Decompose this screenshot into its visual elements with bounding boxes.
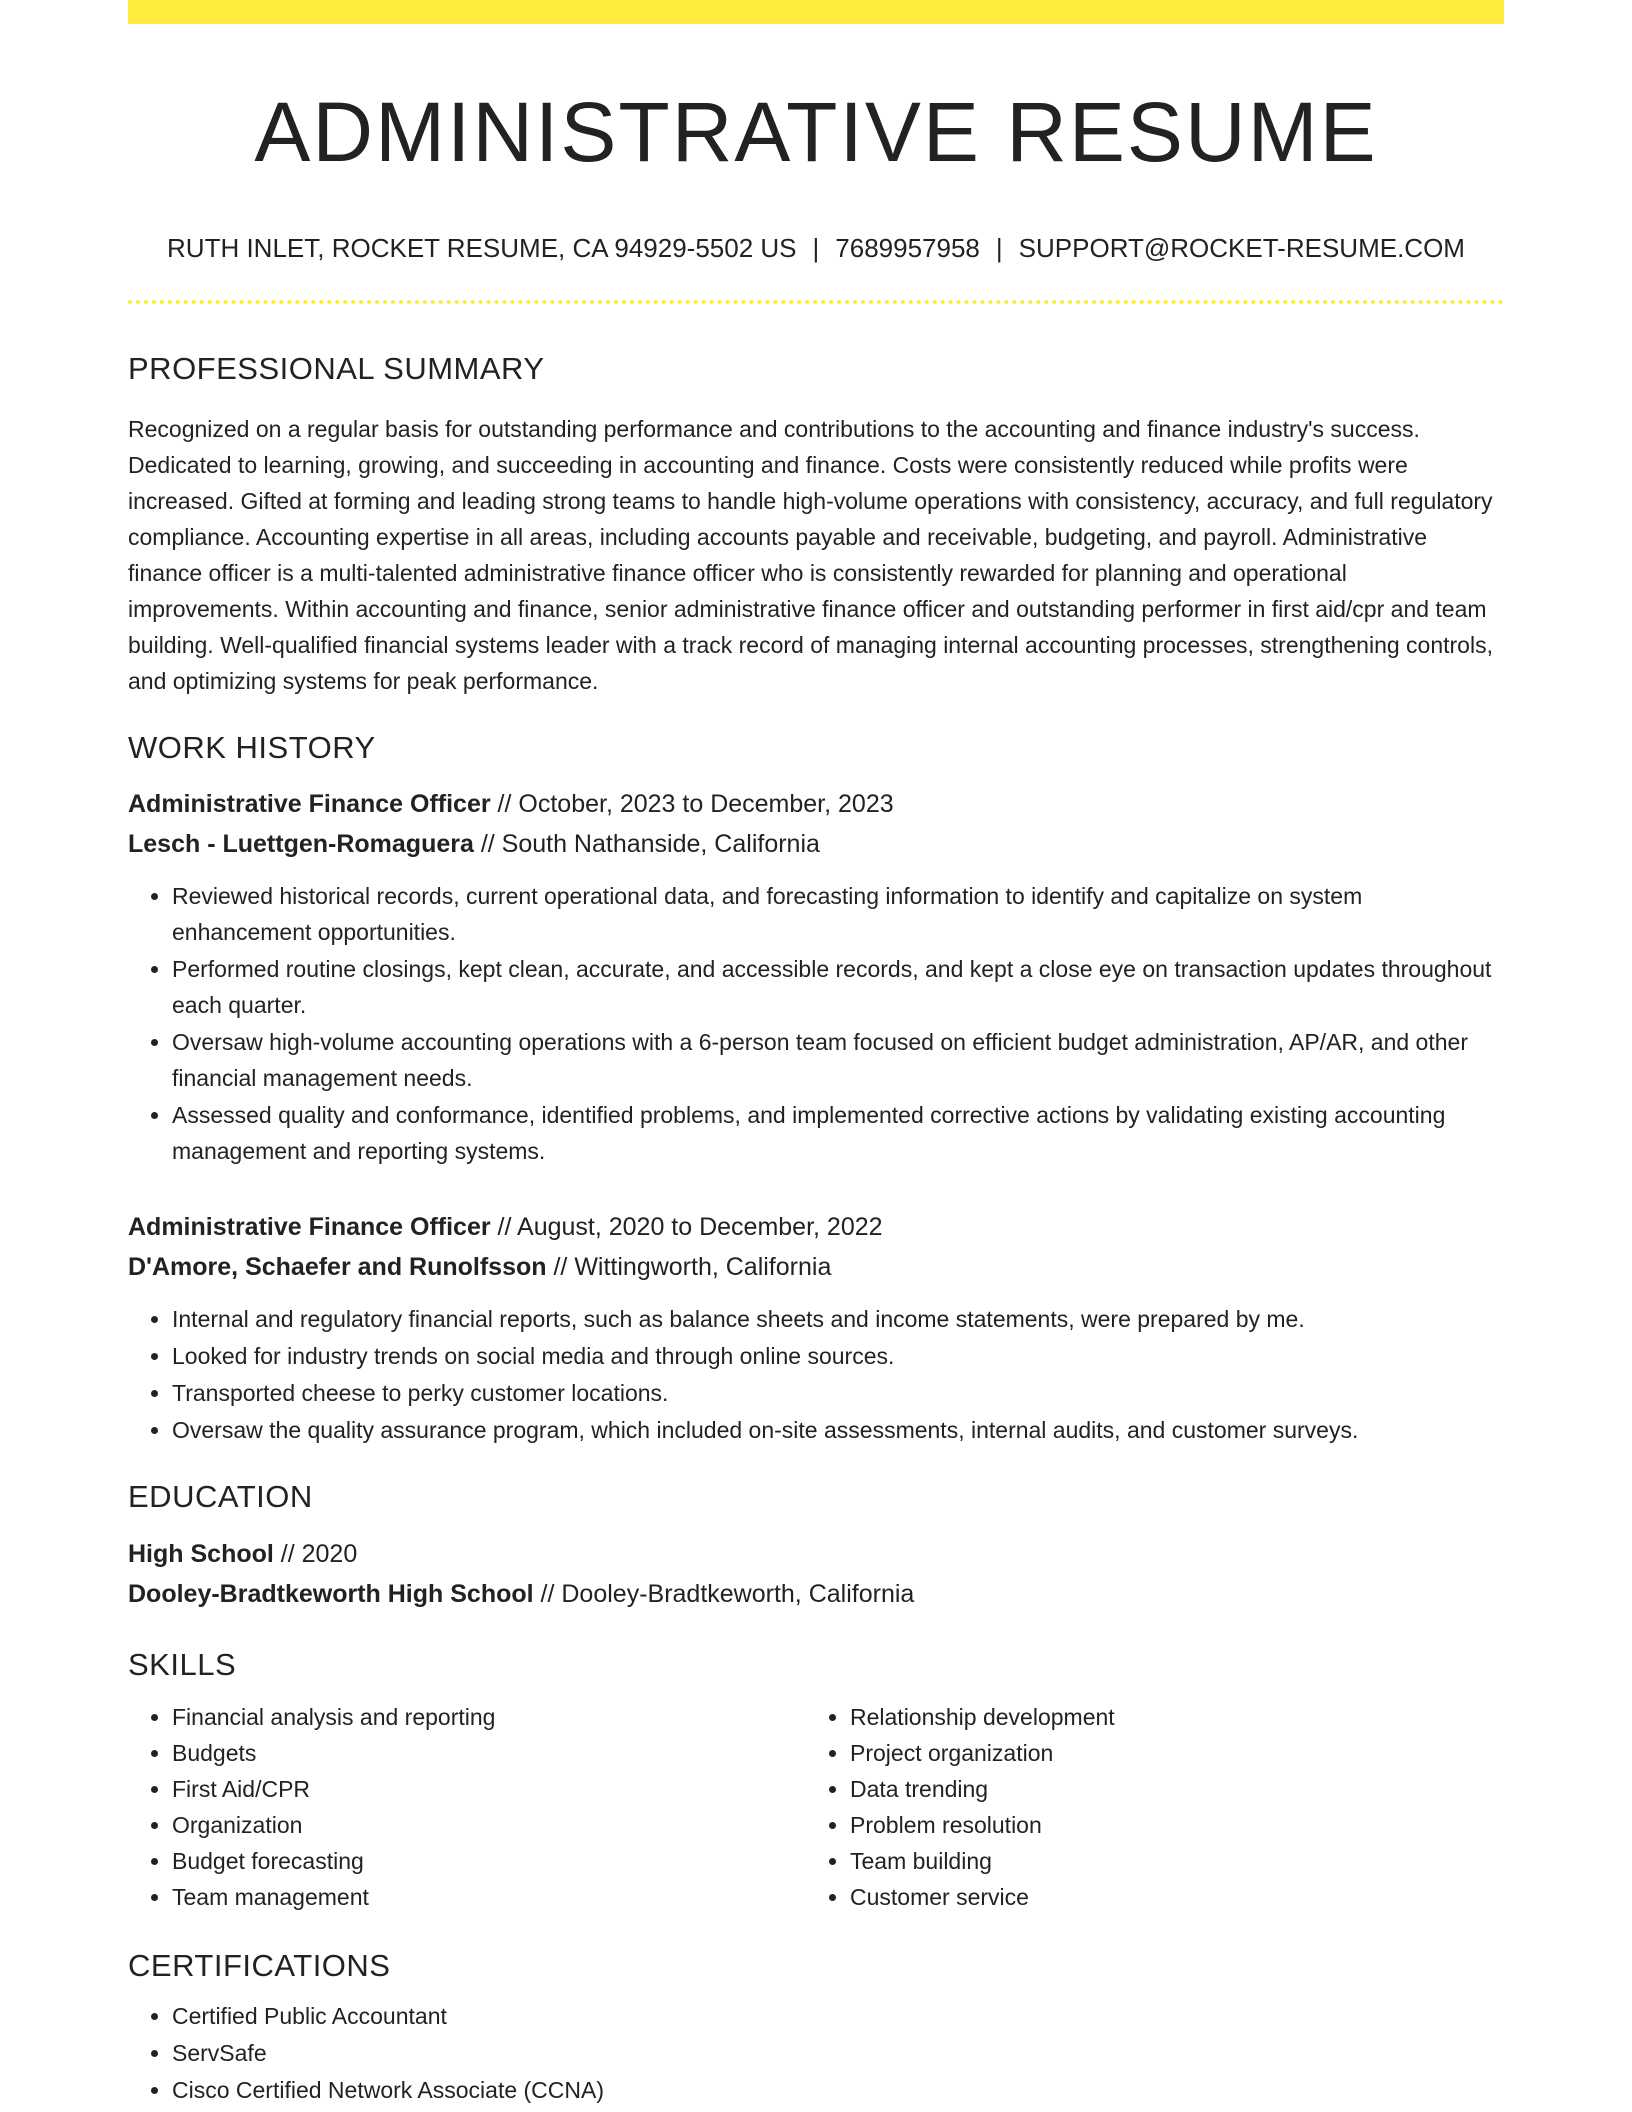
job-bullets	[128, 878, 1504, 1169]
job-bullet: • Oversaw the quality assurance program, which included on-site assessments, internal audits, and customer surveys.	[172, 1412, 1504, 1448]
education-location: // Dooley-Bradtkeworth, California	[533, 1579, 915, 1608]
work-history-heading: WORK HISTORY	[128, 730, 376, 766]
job-location: // Wittingworth, California	[546, 1253, 832, 1282]
header-divider	[128, 300, 1504, 304]
job-bullets	[128, 1301, 1504, 1448]
job-title: Administrative Finance Officer	[128, 790, 491, 819]
job-title-line	[128, 1207, 1504, 1247]
job-dates: // August, 2020 to December, 2022	[490, 1213, 883, 1242]
skill-item: • First Aid/CPR	[172, 1771, 806, 1807]
skills-column-left	[128, 1699, 806, 1915]
job-bullet: • Performed routine closings, kept clean, accurate, and accessible records, and kept a close eye on transaction updates throughout each quarter.	[172, 951, 1504, 1023]
skill-item: • Project organization	[850, 1735, 1484, 1771]
job-dates: // October, 2023 to December, 2023	[490, 790, 894, 819]
summary-text: Recognized on a regular basis for outstanding performance and contributions to the accounting and finance industry's success. Dedicated to learning, growing, and succeeding in accounting and finance. Costs were consistently reduced while profits were increased. Gifted at forming and leading strong teams to handle high-volume operations with consistency, accuracy, and full regulatory compliance. Accounting expertise in all areas, including accounts payable and receivable, budgeting, and payroll. Administrative finance officer is a multi-talented administrative finance officer who is consistently rewarded for planning and operational improvements. Within accounting and finance, senior administrative finance officer and outstanding performer in first aid/cpr and team building. Well-qualified financial systems leader with a track record of managing internal accounting processes, strengthening controls, and optimizing systems for peak performance.	[128, 416, 1493, 695]
skill-item: • Team management	[172, 1879, 806, 1915]
certification-item: • Certified Public Accountant	[172, 1998, 1504, 2034]
summary-heading: PROFESSIONAL SUMMARY	[128, 350, 545, 386]
skill-item: • Customer service	[850, 1879, 1484, 1915]
job-company: D'Amore, Schaefer and Runolfsson	[128, 1253, 547, 1282]
skill-item: • Organization	[172, 1807, 806, 1843]
skill-item: • Data trending	[850, 1771, 1484, 1807]
contact-separator: |	[995, 232, 1003, 263]
contact-phone: 7689957958	[835, 232, 980, 263]
skill-item: • Problem resolution	[850, 1807, 1484, 1843]
job-bullet: • Internal and regulatory financial reports, such as balance sheets and income statements, were prepared by me.	[172, 1301, 1504, 1337]
job-company-line	[128, 824, 1504, 864]
job-bullet: • Looked for industry trends on social media and through online sources.	[172, 1338, 1504, 1374]
certification-item: • ServSafe	[172, 2035, 1504, 2071]
certifications-list	[128, 1998, 1504, 2108]
education-heading: EDUCATION	[128, 1479, 313, 1515]
skill-item: • Budget forecasting	[172, 1843, 806, 1879]
skill-item: • Relationship development	[850, 1699, 1484, 1735]
skill-item: • Budgets	[172, 1735, 806, 1771]
contact-line	[128, 233, 1504, 264]
skills-heading: SKILLS	[128, 1646, 237, 1682]
contact-email: SUPPORT@ROCKET-RESUME.COM	[1018, 232, 1465, 263]
certification-item: • Cisco Certified Network Associate (CCNA)	[172, 2072, 1504, 2108]
job-location: // South Nathanside, California	[473, 830, 820, 859]
certifications-heading: CERTIFICATIONS	[128, 1947, 391, 1983]
top-accent-bar	[128, 0, 1504, 24]
skills-column-right	[806, 1699, 1484, 1915]
education-degree: High School	[128, 1539, 274, 1568]
education-school-line	[128, 1574, 1504, 1614]
job-title-line	[128, 784, 1504, 824]
job-company: Lesch - Luettgen-Romaguera	[128, 830, 474, 859]
job-bullet: • Reviewed historical records, current operational data, and forecasting information to identify and capitalize on system enhancement opportunities.	[172, 878, 1504, 950]
job-title: Administrative Finance Officer	[128, 1213, 491, 1242]
skills-grid	[128, 1699, 1504, 1915]
job-bullet: • Assessed quality and conformance, identified problems, and implemented corrective actions by validating existing accounting management and reporting systems.	[172, 1097, 1504, 1169]
contact-address: RUTH INLET, ROCKET RESUME, CA 94929-5502 US	[167, 232, 797, 263]
education-degree-line	[128, 1534, 1504, 1574]
contact-separator: |	[812, 232, 820, 263]
job-bullet: • Transported cheese to perky customer locations.	[172, 1375, 1504, 1411]
skill-item: • Team building	[850, 1843, 1484, 1879]
skill-item: • Financial analysis and reporting	[172, 1699, 806, 1735]
job-entry	[128, 784, 1504, 1169]
resume-page	[128, 0, 1504, 2109]
job-bullet: • Oversaw high-volume accounting operations with a 6-person team focused on efficient budget administration, AP/AR, and other financial management needs.	[172, 1024, 1504, 1096]
education-year: // 2020	[273, 1539, 358, 1568]
education-entry	[128, 1534, 1504, 1614]
job-company-line	[128, 1247, 1504, 1287]
resume-title: ADMINISTRATIVE RESUME	[254, 85, 1378, 179]
job-entry	[128, 1207, 1504, 1448]
education-school: Dooley-Bradtkeworth High School	[128, 1579, 534, 1608]
